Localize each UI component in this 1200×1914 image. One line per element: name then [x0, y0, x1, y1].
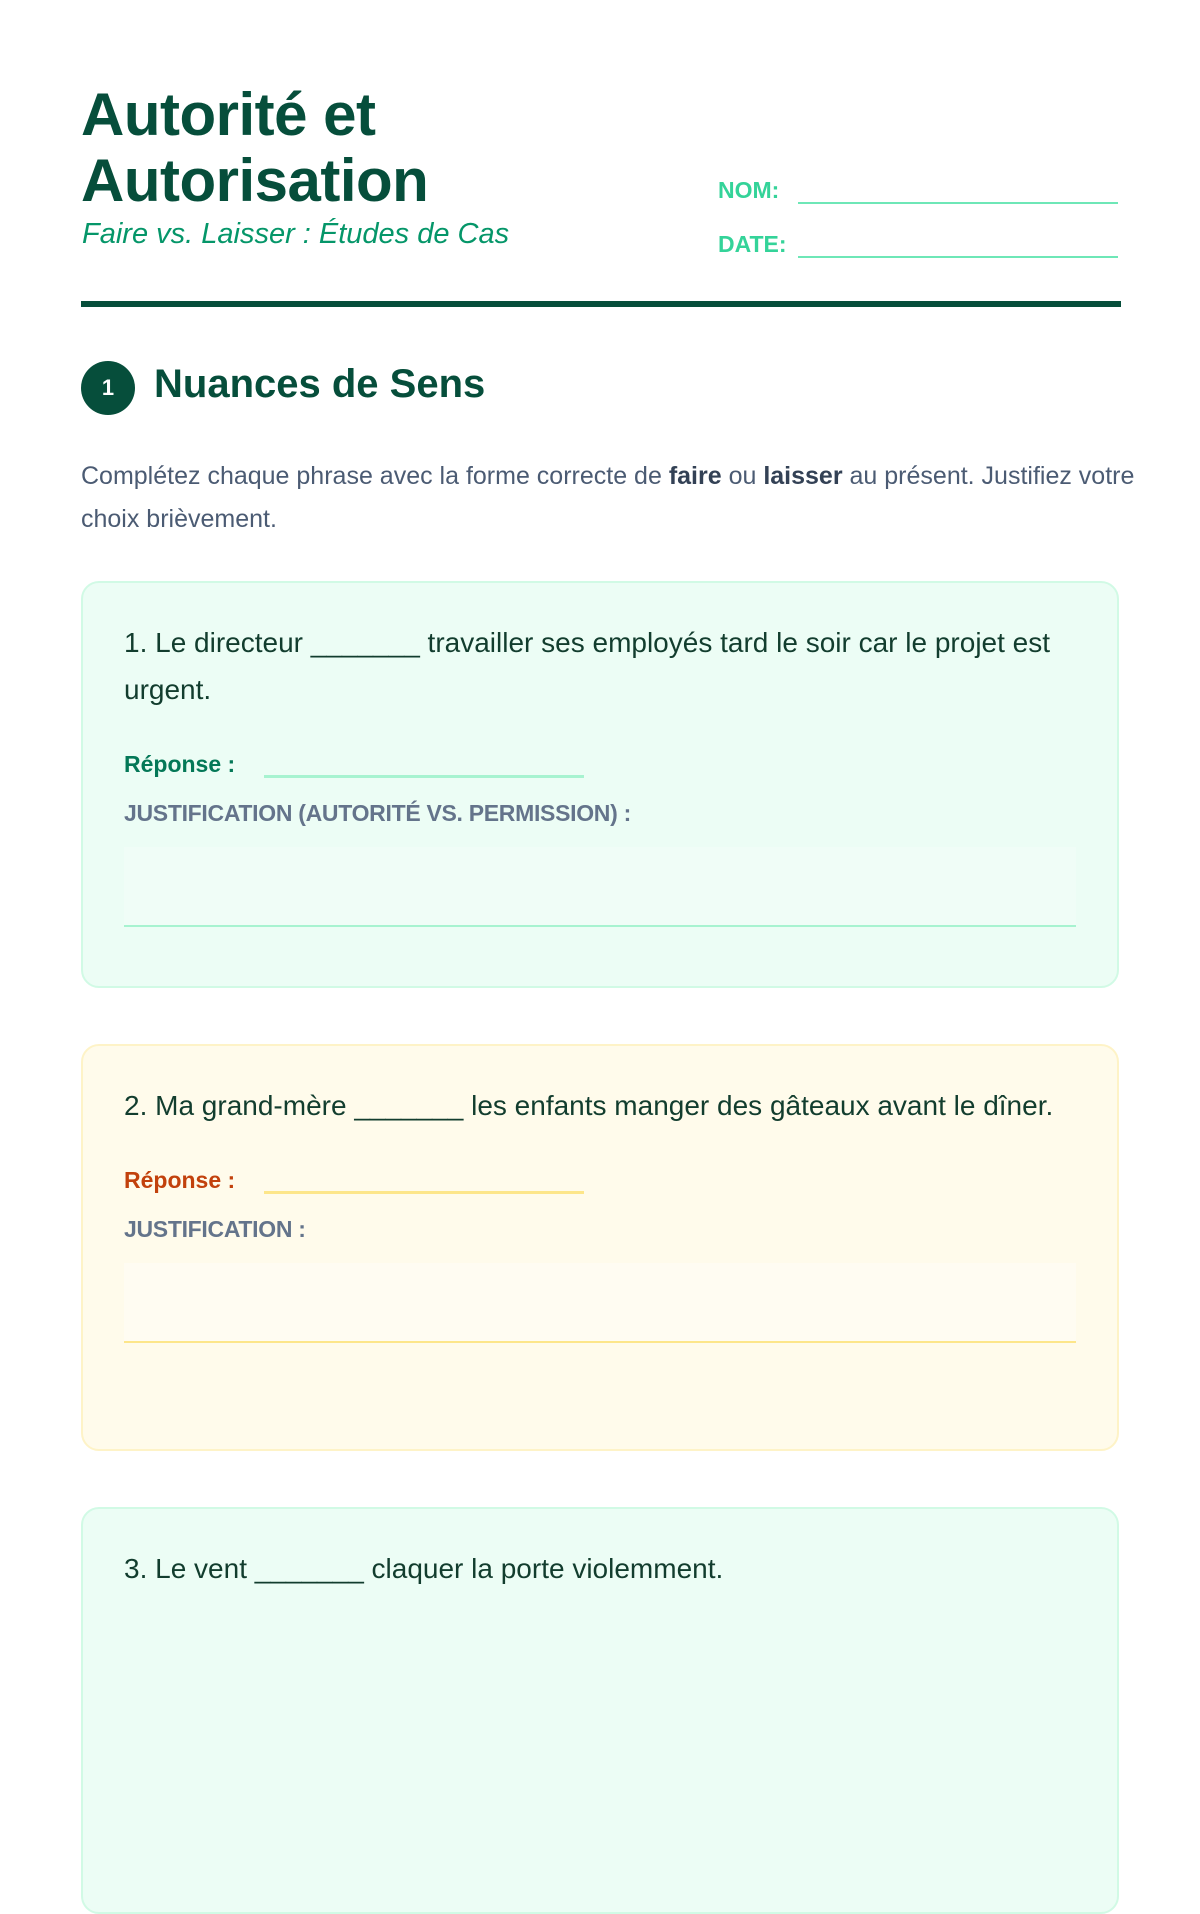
instr-text: au présent. Justifiez votre choix brièvement.: [81, 462, 1135, 533]
question-text: 2. Ma grand-mère _______ les enfants manger des gâteaux avant le dîner.: [124, 1090, 1054, 1121]
question-text: 1. Le directeur _______ travailler ses employés tard le soir car le projet est urgent.: [124, 627, 1051, 705]
answer-input[interactable]: [264, 739, 584, 778]
title-line-2: Autorisation: [81, 147, 429, 214]
question-card-2: [81, 1044, 1119, 1451]
instr-bold-faire: faire: [668, 462, 722, 490]
page-title: [81, 82, 428, 214]
date-field: [718, 226, 1118, 258]
section-title: Nuances de Sens: [154, 362, 486, 406]
justification-label: JUSTIFICATION (AUTORITÉ VS. PERMISSION) :: [124, 800, 631, 826]
date-input-line[interactable]: [798, 226, 1118, 258]
justification-input[interactable]: [124, 847, 1076, 927]
question-card-1: [81, 581, 1119, 988]
question-card-3: [81, 1507, 1119, 1914]
justification-input[interactable]: [124, 1263, 1076, 1343]
instructions: [81, 455, 1141, 541]
answer-input[interactable]: [264, 1155, 584, 1194]
answer-label: Réponse :: [124, 751, 236, 777]
instr-bold-laisser: laisser: [763, 462, 843, 490]
name-label: NOM:: [718, 177, 780, 203]
answer-label: Réponse :: [124, 1167, 236, 1193]
name-field: [718, 172, 1118, 204]
instr-text: Complétez chaque phrase avec la forme correcte de: [81, 462, 669, 490]
date-label: DATE:: [718, 231, 787, 257]
name-input-line[interactable]: [798, 172, 1118, 204]
question-text: 3. Le vent _______ claquer la porte violemment.: [124, 1553, 724, 1584]
justification-label: JUSTIFICATION :: [124, 1216, 306, 1242]
section-number-badge: 1: [81, 361, 135, 415]
title-line-1: Autorité et: [81, 81, 376, 148]
instr-text: ou: [721, 462, 764, 490]
page-subtitle: Faire vs. Laisser : Études de Cas: [82, 218, 510, 250]
header-divider: [81, 301, 1121, 307]
